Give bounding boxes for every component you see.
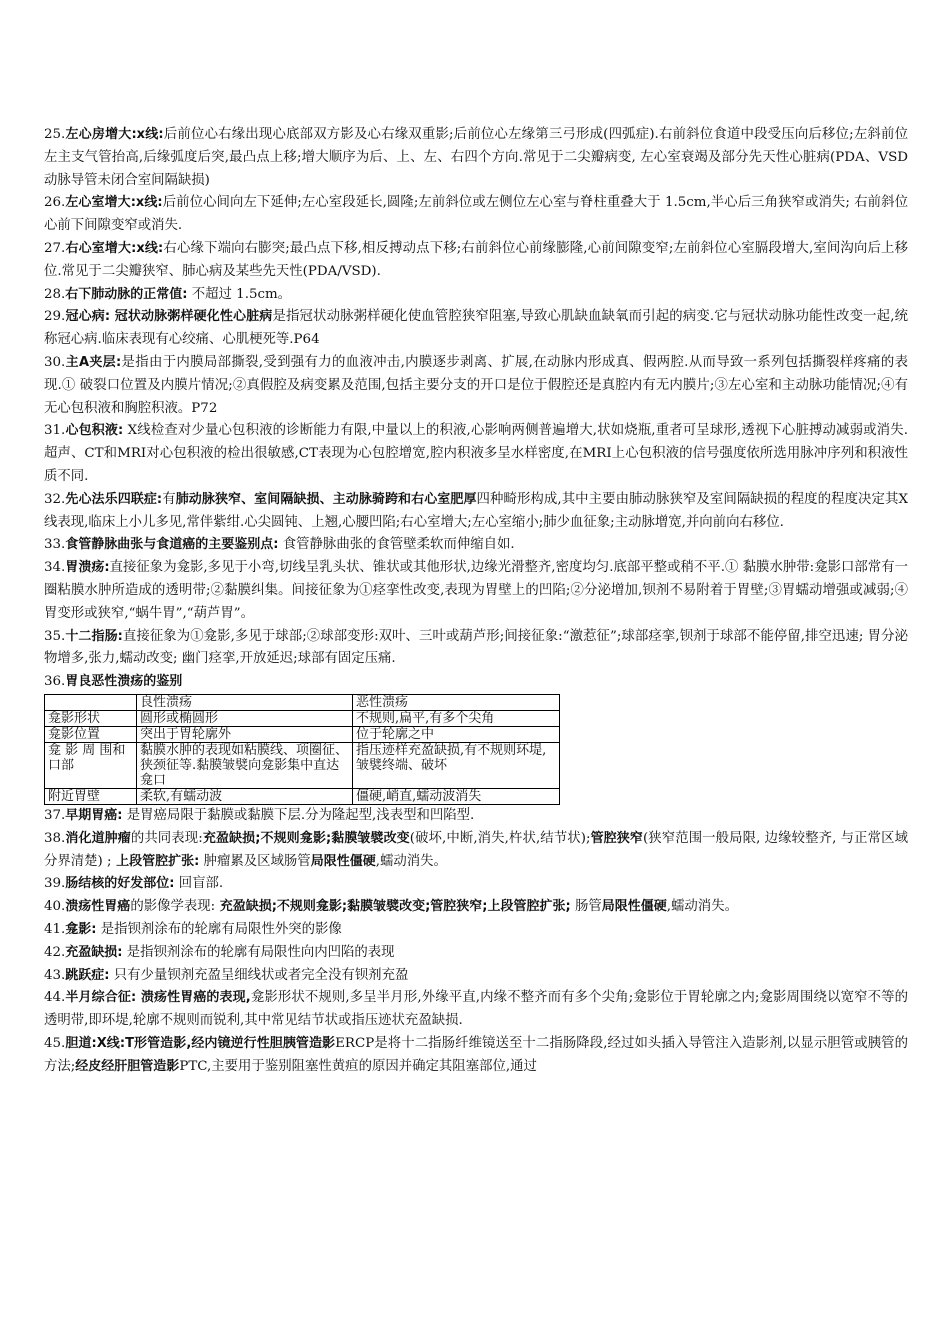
body-text: 食管静脉曲张的食管壁柔软而伸缩自如. xyxy=(278,537,515,553)
paragraph-block-1 xyxy=(44,124,908,694)
list-item xyxy=(44,896,908,919)
bold-term: 左心房增大:x线: xyxy=(65,127,164,142)
bold-term: 充盈缺损;不规则龛影;黏膜皱襞改变 xyxy=(202,830,410,846)
table-cell xyxy=(45,694,137,710)
body-text: 是指钡剂涂布的轮廓有局限性外突的影像 xyxy=(96,921,342,937)
body-text: 25. xyxy=(44,127,66,142)
table-cell: 龛影位置 xyxy=(45,726,137,742)
list-item xyxy=(44,671,908,694)
list-item xyxy=(44,557,908,625)
bold-term: 半月综合征: xyxy=(65,990,137,1006)
body-text: 是指冠状动脉粥样硬化使血管腔狭窄阻塞,导致心肌缺血缺氧而引起的病变.它与冠状动脉功能性改变一起,统称冠心病.临床表现有心绞痛、心肌梗死等.P64 xyxy=(44,309,908,348)
bold-term: 充盈缺损: xyxy=(65,944,123,960)
body-text: PTC,主要用于鉴别阻塞性黄疸的原因并确定其阻塞部位,通过 xyxy=(179,1058,537,1074)
list-item xyxy=(44,489,908,535)
list-item xyxy=(44,805,908,828)
ulcer-comparison-table xyxy=(44,694,560,805)
table-cell: 黏膜水肿的表现如粘膜线、项圈征、狭颈征等.黏膜皱襞向龛影集中直达龛口 xyxy=(137,742,353,788)
body-text: 直接征象为①龛影,多见于球部;②球部变形:双叶、三叶或葫芦形;间接征象:“激惹征”;球部痉挛,钡剂于球部不能停留,排空迅速; 胃分泌物增多,张力,蠕动改变; 幽门痉挛,开放延迟;球部有固定压痛. xyxy=(44,628,908,667)
list-item xyxy=(44,626,908,672)
body-text: 右心缘下端向右膨突;最凸点下移,相反搏动点下移;右前斜位心前缘膨隆,心前间隙变窄;左前斜位心室膈段增大,室间沟向后上移位.常见于二尖瓣狭窄、肺心病及某些先天性(PDA/VSD). xyxy=(44,240,908,279)
list-item xyxy=(44,192,908,238)
list-item xyxy=(44,1033,908,1079)
body-text: 38. xyxy=(44,830,66,846)
table-cell: 突出于胃轮廓外 xyxy=(137,726,353,742)
table-row xyxy=(45,742,560,788)
body-text: 是胃癌局限于黏膜或黏膜下层.分为隆起型,浅表型和凹陷型. xyxy=(122,807,475,823)
body-text: 26. xyxy=(44,195,66,211)
bold-term: 跳跃症: xyxy=(65,967,110,983)
body-text: 42. xyxy=(44,944,66,960)
table-cell: 柔软,有蠕动波 xyxy=(137,788,353,804)
table-cell: 附近胃壁 xyxy=(45,788,137,804)
bold-term: 上段管腔扩张: xyxy=(111,853,200,869)
bold-term: 冠心病: 冠状动脉粥样硬化性心脏病 xyxy=(65,309,273,325)
list-item xyxy=(44,942,908,965)
list-item xyxy=(44,352,908,420)
body-text: X线检查对少量心包积液的诊断能力有限,中量以上的积液,心影响两侧普遍增大,状如烧瓶,重者可呈球形,透视下心脏搏动减弱或消失.超声、CT和MRI对心包积液的检出很敏感,CT表现为心包腔增宽,腔内积液多呈水样密度,在MRI上心包积液的信号强度依所选用脉冲序列和积液性质不同. xyxy=(44,423,908,484)
body-text: 的影像学表现: xyxy=(130,899,216,915)
body-text: 是指由于内膜局部撕裂,受到强有力的血液冲击,内膜逐步剥离、扩展,在动脉内形成真、假两腔.从而导致一系列包括撕裂样疼痛的表现.① 破裂口位置及内膜片情况;②真假腔及病变累及范围,包括主要分支的开口是位于假腔还是真腔内有无内膜片;③左心室和主动脉功能情况;④有无心包积液和胸腔积液。P72 xyxy=(44,354,908,416)
table-row xyxy=(45,710,560,726)
bold-term: 充盈缺损;不规则龛影;黏膜皱襞改变;管腔狭窄;上段管腔扩张; xyxy=(215,899,571,915)
body-text: 34. xyxy=(44,560,66,576)
body-text: 30. xyxy=(44,354,66,370)
body-text: 36. xyxy=(44,674,66,690)
body-text: ,蠕动消失。 xyxy=(666,899,738,915)
body-text: 35. xyxy=(44,628,66,644)
table-cell: 指压迹样充盈缺损,有不规则环堤,皱襞终端、破坏 xyxy=(353,742,560,788)
table-row xyxy=(45,726,560,742)
body-text: 龛影形状不规则,多呈半月形,外缘平直,内缘不整齐而有多个尖角;龛影位于胃轮廓之内;龛影周围绕以宽窄不等的透明带,即环堤,轮廓不规则而锐利,其中常见结节状或指压迹状充盈缺损. xyxy=(44,990,908,1029)
body-text: 是指钡剂涂布的轮廓有局限性向内凹陷的表现 xyxy=(122,944,395,960)
bold-term: 管腔狭窄 xyxy=(590,830,643,846)
list-item xyxy=(44,124,908,192)
body-text: ,蠕动消失。 xyxy=(375,853,447,869)
body-text: 不超过 1.5cm。 xyxy=(187,286,292,302)
table-cell: 圆形或椭圆形 xyxy=(137,710,353,726)
body-text: 四种畸形构成,其中主要由肺动脉狭窄及室间隔缺损的程度的程度决定其X线表现,临床上小儿多见,常伴紫绀.心尖圆钝、上翘,心腰凹陷;右心室增大;左心室缩小;肺少血征象;主动脉增宽,并向前向右移位. xyxy=(44,491,908,530)
body-text: 32. xyxy=(44,491,66,507)
body-text: 后前位心间向左下延伸;左心室段延长,圆隆;左前斜位或左侧位左心室与脊柱重叠大于 1.5cm,半心后三角狭窄或消失; 右前斜位心前下间隙变窄或消失. xyxy=(44,195,908,234)
body-text: 37. xyxy=(44,807,66,823)
bold-term: 食管静脉曲张与食道癌的主要鉴别点: xyxy=(65,537,279,553)
body-text: 41. xyxy=(44,921,66,937)
bold-term: 右下肺动脉的正常值: xyxy=(65,286,188,302)
bold-term: 经皮经肝胆管造影 xyxy=(75,1058,180,1074)
bold-term: 右心室增大:x线: xyxy=(65,240,164,256)
body-text: 的共同表现: xyxy=(130,830,203,846)
body-text: 有 xyxy=(162,491,176,507)
list-item xyxy=(44,306,908,352)
paragraph-block-2 xyxy=(44,805,908,1079)
body-text: (破坏,中断,消失,杵状,结节状); xyxy=(409,830,591,846)
table-cell: 位于轮廓之中 xyxy=(353,726,560,742)
list-item xyxy=(44,919,908,942)
body-text: 33. xyxy=(44,537,66,553)
bold-term: 主A夹层: xyxy=(65,354,122,370)
body-text: 只有少量钡剂充盈呈细线状或者完全没有钡剂充盈 xyxy=(109,967,409,983)
list-item xyxy=(44,828,908,874)
body-text: 肿瘤累及区域肠管 xyxy=(199,853,311,869)
bold-term: 早期胃癌: xyxy=(65,807,123,823)
body-text: 40. xyxy=(44,899,66,915)
table-cell: 龛 影 周 围和口部 xyxy=(45,742,137,788)
body-text: 回盲部. xyxy=(174,876,224,892)
body-text: 29. xyxy=(44,309,66,325)
body-text: 45. xyxy=(44,1035,66,1051)
bold-term: 局限性僵硬 xyxy=(310,853,376,869)
list-item xyxy=(44,987,908,1033)
bold-term: 左心室增大:x线: xyxy=(65,195,163,211)
bold-term: 局限性僵硬 xyxy=(601,899,667,915)
table-cell: 僵硬,峭直,蠕动波消失 xyxy=(353,788,560,804)
bold-term: 龛影: xyxy=(65,921,97,937)
list-item xyxy=(44,420,908,488)
body-text: 27. xyxy=(44,240,66,256)
bold-term: 溃疡性胃癌 xyxy=(65,899,131,915)
bold-term: 心包积液: xyxy=(65,423,124,439)
bold-term: 胆道:X线:T形管造影,经内镜逆行性胆胰管造影 xyxy=(65,1035,336,1051)
list-item xyxy=(44,284,908,307)
table-cell: 不规则,扁平,有多个尖角 xyxy=(353,710,560,726)
table-cell: 恶性溃疡 xyxy=(353,694,560,710)
bold-term: 溃疡性胃癌的表现, xyxy=(136,990,251,1006)
body-text: 肠管 xyxy=(570,899,602,915)
body-text: 28. xyxy=(44,286,66,302)
bold-term: 胃溃疡: xyxy=(65,560,110,576)
body-text: 31. xyxy=(44,423,66,439)
table-cell: 龛影形状 xyxy=(45,710,137,726)
document-page xyxy=(44,124,908,1078)
bold-term: 先心法乐四联症: xyxy=(65,491,163,507)
body-text: 43. xyxy=(44,967,66,983)
bold-term: 肠结核的好发部位: xyxy=(65,876,175,892)
bold-term: 消化道肿瘤 xyxy=(65,830,131,846)
bold-term: 肺动脉狭窄、室间隔缺损、主动脉骑跨和右心室肥厚 xyxy=(175,491,477,507)
body-text: 39. xyxy=(44,876,66,892)
list-item xyxy=(44,965,908,988)
bold-term: 胃良恶性溃疡的鉴别 xyxy=(65,674,183,690)
body-text: 44. xyxy=(44,990,66,1006)
body-text: 直接征象为龛影,多见于小弯,切线呈乳头状、锥状或其他形状,边缘光滑整齐,密度均匀.底部平整或稍不平.① 黏膜水肿带:龛影口部常有一圈粘膜水肿所造成的透明带;②黏膜纠集。间接征象为①痉挛性改变,表现为胃壁上的凹陷;②分泌增加,钡剂不易附着于胃壁;③胃蠕动增强或减弱;④胃变形或狭窄,“蜗牛胃”,“葫芦胃”。 xyxy=(44,560,908,621)
list-item xyxy=(44,238,908,284)
list-item xyxy=(44,534,908,557)
list-item xyxy=(44,873,908,896)
bold-term: 十二指肠: xyxy=(65,628,123,644)
body-text: ERCP是将十二指肠纤维镜送至十二指肠降段,经过如头插入导管注入造影剂,以显示胆管或胰管的方法; xyxy=(44,1035,908,1074)
table-row xyxy=(45,788,560,804)
table-cell: 良性溃疡 xyxy=(137,694,353,710)
body-text: (狭窄范围一般局限, 边缘较整齐, 与正常区域分界清楚) ; xyxy=(44,830,908,869)
table-header-row xyxy=(45,694,560,710)
body-text: 后前位心右缘出现心底部双方影及心右缘双重影;后前位心左缘第三弓形成(四弧症).右前斜位食道中段受压向后移位;左斜前位左主支气管抬高,后缘弧度后突,最凸点上移;增大顺序为后、上、左、右四个方向.常见于二尖瓣病变, 左心室衰竭及部分先天性心脏病(PDA、VSD动脉导管未闭合室间隔缺损) xyxy=(44,127,908,188)
